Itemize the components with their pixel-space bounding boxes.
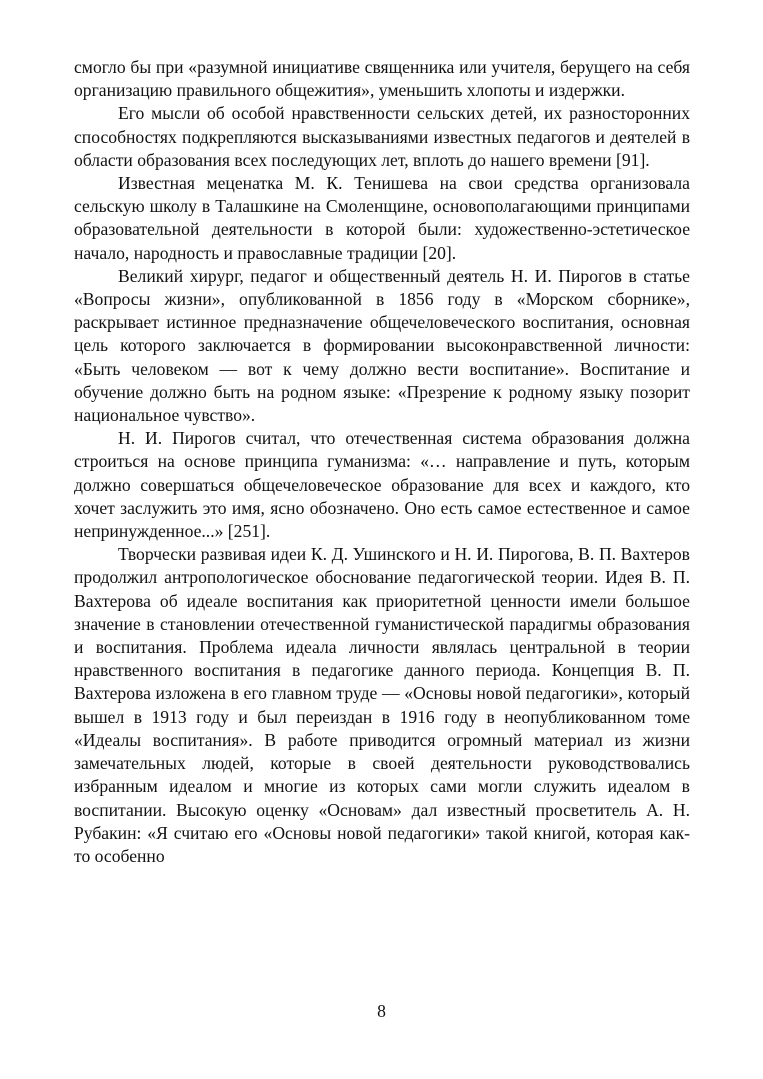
paragraph: Известная меценатка М. К. Тенишева на свои средства организовала сельскую школу в Талашкине на Смоленщине, основополагающими принципами образовательной деятельности в которой были: художественно-эстетическое начало, народность и православные традиции [20]. [74, 173, 690, 263]
paragraph: Его мысли об особой нравственности сельских детей, их разносторонних способностях подкрепляются высказываниями известных педагогов и деятелей в области образования всех последующих лет, вплоть до нашего времени [91]. [74, 103, 690, 170]
paragraph-continuation: смогло бы при «разумной инициативе священника или учителя, берущего на себя организацию правильного общежития», уменьшить хлопоты и издержки. [74, 57, 690, 101]
page-number: 8 [377, 1001, 386, 1021]
paragraph: Творчески развивая идеи К. Д. Ушинского и Н. И. Пирогова, В. П. Вахтеров продолжил антропологическое обоснование педагогической теории. Идея В. П. Вахтерова об идеале воспитания как приоритетной ценности имели большое значение в становлении отечественной гуманистической парадигмы образования и воспитания. Проблема идеала личности являлась центральной в теории нравственного воспитания в педагогике данного периода. Концепция В. П. Вахтерова изложена в его главном труде — «Основы новой педагогики», который вышел в 1913 году и был переиздан в 1916 году в неопубликованном томе «Идеалы воспитания». В работе приводится огромный материал из жизни замечательных людей, которые в своей деятельности руководствовались избранным идеалом и многие из которых сами могли служить идеалом в воспитании. Высокую оценку «Основам» дал известный просветитель А. Н. Рубакин: «Я считаю его «Основы новой педагогики» такой книгой, которая как-то особенно [74, 544, 690, 866]
paragraph: Великий хирург, педагог и общественный деятель Н. И. Пирогов в статье «Вопросы жизни», опубликованной в 1856 году в «Морском сборнике», раскрывает истинное предназначение общечеловеческого воспитания, основная цель которого заключается в формировании высоконравственной личности: «Быть человеком — вот к чему должно вести воспитание». Воспитание и обучение должно быть на родном языке: «Презрение к родному языку позорит национальное чувство». [74, 265, 690, 426]
paragraph: Н. И. Пирогов считал, что отечественная система образования должна строиться на основе принципа гуманизма: «… направление и путь, которым должно совершаться общечеловеческое образование для всех и каждого, кто хочет заслужить это имя, ясно обозначено. Оно есть самое естественное и самое непринужденное...» [251]. [74, 428, 690, 542]
body-text [74, 56, 690, 868]
